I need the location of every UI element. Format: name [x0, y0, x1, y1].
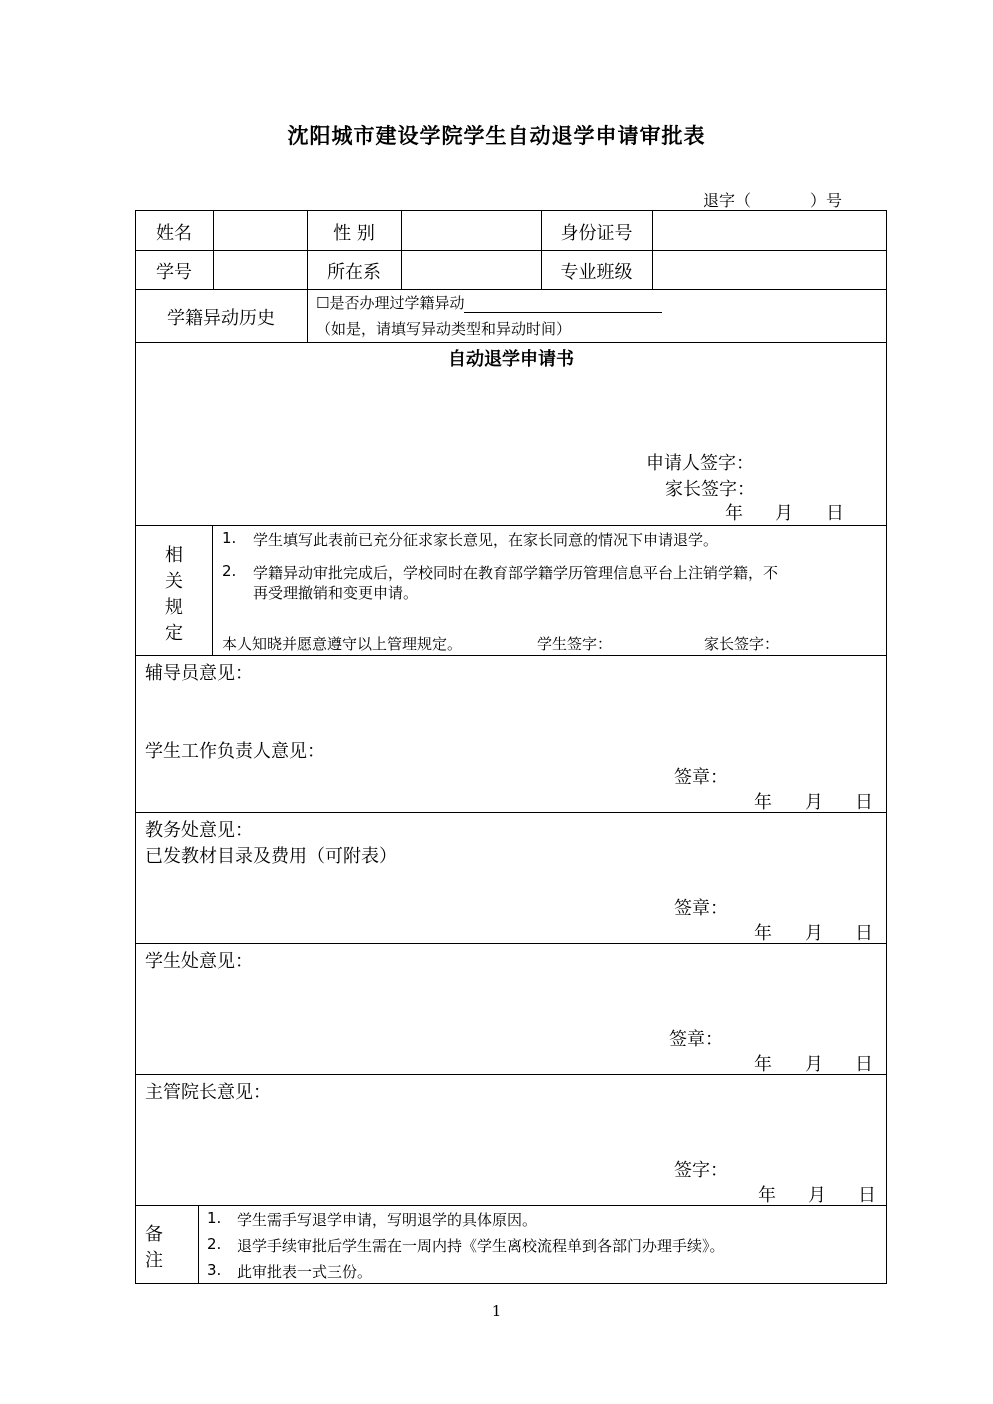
history-question-text: 是否办理过学籍异动 — [329, 294, 465, 312]
dean-opinion-label: 主管院长意见： — [145, 1082, 271, 1103]
rules-label-char: 规 — [165, 597, 183, 618]
history-hint: （如是，请填写异动类型和异动时间） — [316, 320, 572, 338]
rule-text: 学籍异动审批完成后，学校同时在教育部学籍学历管理信息平台上注销学籍，不 — [253, 564, 779, 582]
row-divider — [135, 812, 887, 813]
id-number-field[interactable] — [653, 211, 885, 249]
day-label: 日 — [826, 503, 844, 524]
class-field[interactable] — [653, 251, 885, 288]
checkbox-icon[interactable]: ☐ — [316, 294, 330, 312]
application-body-field[interactable] — [140, 372, 880, 448]
student-no-field[interactable] — [214, 251, 306, 288]
remark-number: 1. — [207, 1209, 222, 1227]
col-divider — [198, 1205, 199, 1283]
rules-parent-sign-label: 家长签字： — [704, 635, 780, 653]
month-label: 月 — [805, 923, 823, 944]
page-number: 1 — [491, 1302, 502, 1320]
rules-acknowledge: 本人知晓并愿意遵守以上管理规定。 — [222, 635, 463, 653]
parent-sign-label: 家长签字： — [665, 479, 755, 500]
academic-opinion-label: 教务处意见： — [145, 820, 253, 841]
rule-number: 1. — [222, 529, 237, 547]
remark-number: 3. — [207, 1261, 222, 1279]
row-divider — [135, 943, 887, 944]
day-label: 日 — [858, 1185, 876, 1206]
year-label: 年 — [754, 1054, 772, 1075]
year-label: 年 — [754, 792, 772, 813]
name-field[interactable] — [214, 211, 306, 249]
day-label: 日 — [855, 1054, 873, 1075]
remark-number: 2. — [207, 1235, 222, 1253]
student-affairs-opinion-label: 学生处意见： — [145, 951, 253, 972]
applicant-sign-label: 申请人签字： — [646, 453, 754, 474]
rules-student-sign-label: 学生签字： — [537, 635, 613, 653]
department-field[interactable] — [402, 251, 540, 288]
doc-number-suffix: ）号 — [810, 191, 843, 210]
rules-label-char: 相 — [165, 545, 183, 566]
row-divider — [135, 289, 887, 290]
remarks-label-char: 备 — [145, 1224, 163, 1245]
col-divider — [212, 525, 213, 655]
year-label: 年 — [725, 503, 743, 524]
month-label: 月 — [808, 1185, 826, 1206]
remark-text: 退学手续审批后学生需在一周内持《学生离校流程单到各部门办理手续》。 — [237, 1237, 725, 1255]
row-divider — [135, 525, 887, 526]
gender-field[interactable] — [402, 211, 540, 249]
remark-text: 学生需手写退学申请，写明退学的具体原因。 — [237, 1211, 538, 1229]
table-border-bottom — [135, 1283, 887, 1284]
counselor-opinion-label: 辅导员意见： — [145, 663, 253, 684]
rule-text: 学生填写此表前已充分征求家长意见，在家长同意的情况下申请退学。 — [253, 531, 719, 549]
id-number-label: 身份证号 — [560, 223, 633, 244]
month-label: 月 — [805, 792, 823, 813]
rules-label-char: 定 — [165, 623, 183, 644]
row-divider — [135, 342, 887, 343]
dean-opinion-field[interactable] — [140, 1105, 880, 1153]
seal-label: 签章： — [669, 1029, 723, 1050]
month-label: 月 — [805, 1054, 823, 1075]
name-label: 姓名 — [156, 223, 192, 244]
history-answer-line[interactable] — [464, 296, 662, 313]
year-label: 年 — [758, 1185, 776, 1206]
day-label: 日 — [855, 792, 873, 813]
year-label: 年 — [754, 923, 772, 944]
textbook-note: 已发教材目录及费用（可附表） — [145, 846, 397, 867]
row-divider — [135, 655, 887, 656]
seal-label: 签章： — [674, 767, 728, 788]
student-affairs-opinion-field[interactable] — [140, 974, 880, 1022]
sign-label: 签字： — [674, 1160, 728, 1181]
history-label: 学籍异动历史 — [167, 308, 275, 329]
rules-label-char: 关 — [165, 571, 183, 592]
seal-label: 签章： — [674, 898, 728, 919]
rule-number: 2. — [222, 562, 237, 580]
manager-opinion-label: 学生工作负责人意见： — [145, 741, 325, 762]
application-heading: 自动退学申请书 — [448, 349, 574, 370]
month-label: 月 — [775, 503, 793, 524]
rule-text-cont: 再受理撤销和变更申请。 — [253, 584, 419, 602]
counselor-opinion-field[interactable] — [140, 686, 880, 734]
history-question — [316, 292, 662, 313]
department-label: 所在系 — [327, 262, 381, 283]
gender-label: 性 别 — [333, 223, 375, 244]
student-no-label: 学号 — [156, 262, 192, 283]
row-divider — [135, 1074, 887, 1075]
class-label: 专业班级 — [560, 262, 633, 283]
remarks-label-char: 注 — [145, 1250, 163, 1271]
remark-text: 此审批表一式三份。 — [237, 1263, 373, 1281]
doc-number-prefix: 退字（ — [703, 191, 752, 210]
page-title: 沈阳城市建设学院学生自动退学申请审批表 — [287, 124, 706, 148]
day-label: 日 — [855, 923, 873, 944]
